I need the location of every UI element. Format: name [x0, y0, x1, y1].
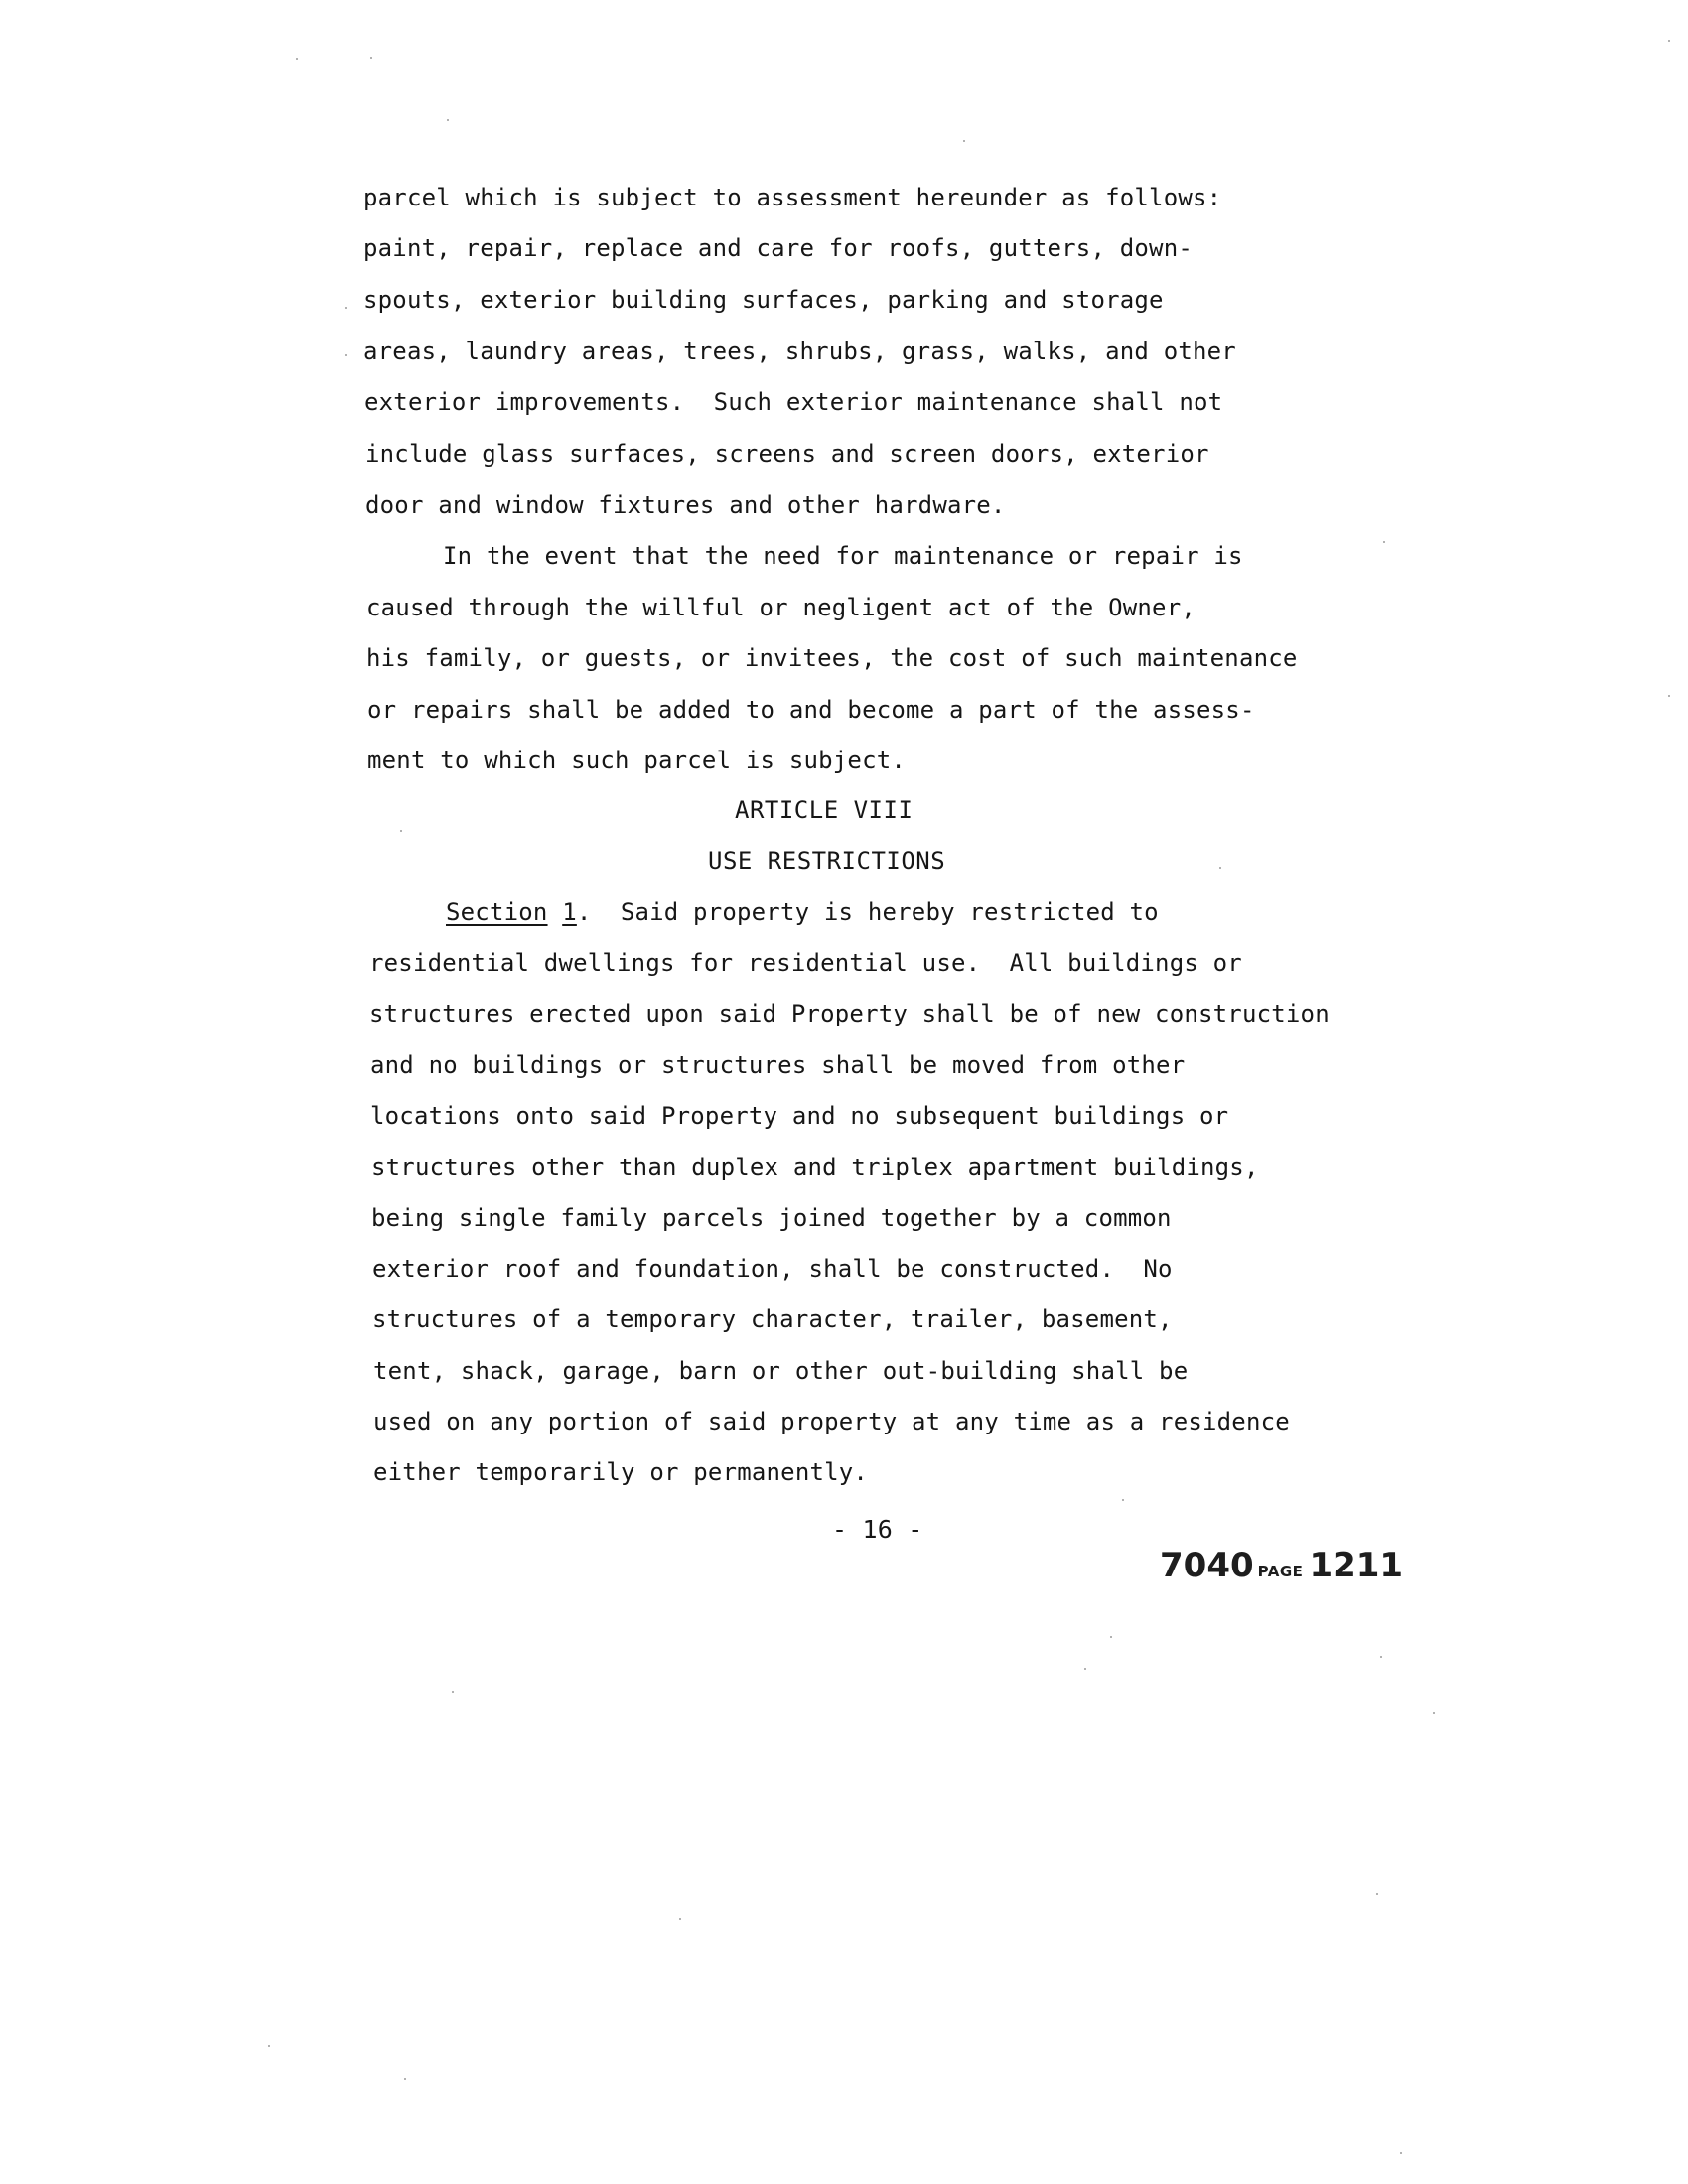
section-1-line: structures of a temporary character, trailer, basement,	[372, 1305, 1173, 1333]
paragraph-2-line: his family, or guests, or invitees, the cost of such maintenance	[366, 644, 1298, 672]
paragraph-1-line: spouts, exterior building surfaces, parking and storage	[363, 286, 1164, 314]
article-heading: ARTICLE VIII	[735, 796, 914, 824]
scan-speck	[963, 140, 965, 142]
scan-speck	[1380, 1656, 1382, 1658]
section-number: 1	[562, 898, 577, 926]
scan-speck	[296, 58, 298, 60]
scan-speck	[1433, 1712, 1435, 1714]
paragraph-1-line: include glass surfaces, screens and screen doors, exterior	[365, 440, 1209, 468]
section-1-line: and no buildings or structures shall be moved from other	[370, 1051, 1186, 1079]
section-1-text: Said property is hereby restricted to	[591, 898, 1159, 926]
page-word: PAGE	[1257, 1563, 1304, 1580]
section-1-line: being single family parcels joined together by a common	[371, 1204, 1172, 1232]
paragraph-2-line: ment to which such parcel is subject.	[367, 747, 907, 774]
paragraph-2-line: In the event that the need for maintenance or repair is	[443, 542, 1243, 570]
paragraph-1-line: door and window fixtures and other hardware.	[365, 491, 1006, 519]
section-1-line: either temporarily or permanently.	[373, 1458, 869, 1486]
section-label: Section	[446, 898, 548, 926]
paragraph-2-line: caused through the willful or negligent act of the Owner,	[366, 594, 1196, 621]
scan-speck	[679, 1918, 681, 1920]
scan-speck	[268, 2045, 270, 2047]
section-1-line: used on any portion of said property at any time as a residence	[373, 1408, 1290, 1435]
scan-speck	[452, 1691, 454, 1693]
scan-speck	[1376, 1893, 1378, 1895]
book-number: 7040	[1160, 1546, 1254, 1585]
paragraph-1-line: areas, laundry areas, trees, shrubs, grass, walks, and other	[363, 338, 1236, 365]
section-1-line: residential dwellings for residential use. All buildings or	[369, 949, 1242, 977]
paragraph-1-line: exterior improvements. Such exterior maintenance shall not	[364, 388, 1223, 416]
stamp-page-number: 1211	[1309, 1546, 1404, 1585]
section-1-line: locations onto said Property and no subsequent buildings or	[370, 1102, 1229, 1130]
section-1-line: structures erected upon said Property shall be of new construction	[369, 1000, 1330, 1027]
article-title: USE RESTRICTIONS	[708, 847, 946, 875]
book-page-stamp	[1160, 1546, 1404, 1589]
scan-speck	[404, 2078, 406, 2080]
section-1-line: tent, shack, garage, barn or other out-building shall be	[373, 1357, 1189, 1385]
scan-speck	[370, 57, 372, 59]
scan-speck	[1668, 695, 1670, 697]
scan-speck	[447, 119, 449, 121]
page-number: - 16 -	[832, 1515, 923, 1544]
scan-speck	[345, 354, 347, 356]
section-1-line: structures other than duplex and triplex apartment buildings,	[371, 1154, 1259, 1181]
section-1-first-line	[446, 897, 1159, 927]
scan-speck	[345, 307, 347, 309]
scan-speck	[1122, 1499, 1124, 1501]
paragraph-1-line: paint, repair, replace and care for roofs, gutters, down-	[363, 234, 1194, 262]
scan-speck	[1383, 541, 1385, 543]
scan-speck	[1400, 2152, 1402, 2154]
scan-speck	[1668, 40, 1670, 42]
scan-speck	[400, 830, 402, 832]
scan-speck	[1219, 867, 1221, 869]
paragraph-1-line: parcel which is subject to assessment hereunder as follows:	[363, 184, 1222, 211]
scan-speck	[1084, 1668, 1086, 1670]
scan-speck	[1110, 1636, 1112, 1638]
paragraph-2-line: or repairs shall be added to and become a part of the assess-	[367, 696, 1255, 724]
section-1-line: exterior roof and foundation, shall be constructed. No	[372, 1255, 1173, 1283]
section-label-period: .	[576, 898, 592, 926]
